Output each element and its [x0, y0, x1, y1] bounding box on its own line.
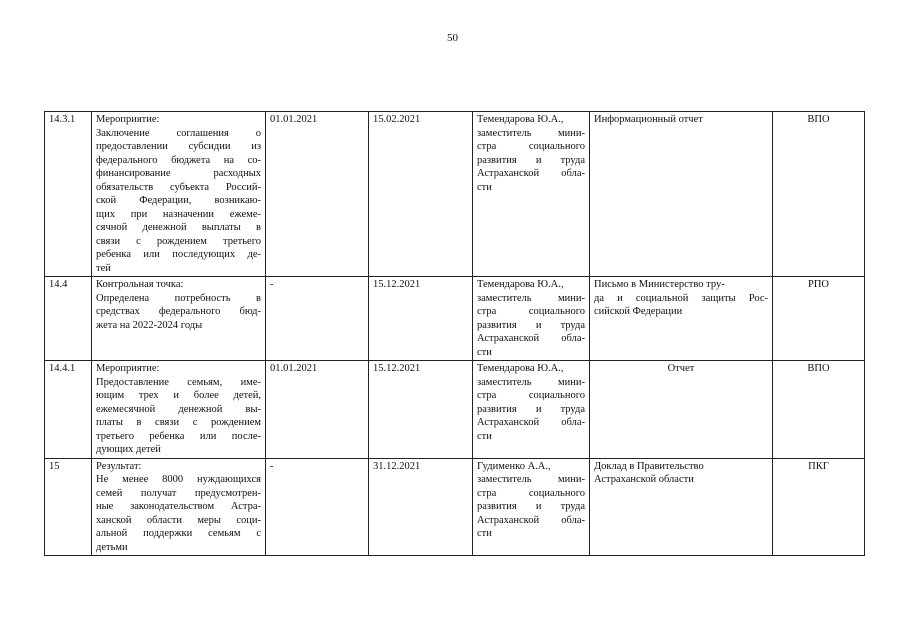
responsible-text-line: стра социального	[477, 306, 585, 317]
item-number-cell	[45, 277, 92, 361]
responsible-text-line: развития и труда	[477, 501, 585, 512]
responsible-text-line: Астраханской обла-	[477, 417, 585, 428]
end-date-cell	[369, 112, 473, 277]
result-text-line: Астраханской области	[594, 474, 694, 485]
responsible-text-line: развития и труда	[477, 154, 585, 166]
responsible-cell	[473, 277, 590, 361]
result-cell	[590, 112, 773, 277]
event-text-line: сячной денежной выплаты в	[96, 222, 261, 233]
document-code: ВПО	[807, 363, 830, 374]
result-text-line: да и социальной защиты Рос-	[594, 292, 768, 304]
event-cell	[92, 112, 266, 277]
start-date: -	[270, 460, 274, 472]
responsible-text-line: Астраханской обла-	[477, 333, 585, 344]
event-cell	[92, 458, 266, 556]
event-text-line: Контрольная точка:	[96, 279, 184, 290]
document-code-cell	[773, 277, 865, 361]
event-text-line: тей	[96, 262, 111, 274]
responsible-cell	[473, 112, 590, 277]
start-date-cell	[266, 277, 369, 361]
result-text-line: Информационный отчет	[594, 114, 703, 125]
start-date-cell	[266, 361, 369, 459]
event-text-line: связи с рождением третьего	[96, 235, 261, 247]
result-text-line: Отчет	[667, 363, 695, 374]
event-text-line: жета на 2022-2024 годы	[96, 319, 203, 331]
event-text-line: альной поддержки семьям с	[96, 528, 261, 539]
plan-table	[44, 111, 865, 556]
item-number: 14.4.1	[49, 363, 76, 374]
event-text-line: ханской области меры соци-	[96, 514, 261, 526]
document-code: ВПО	[807, 114, 830, 125]
item-number: 15	[49, 460, 60, 472]
end-date: 15.12.2021	[373, 279, 421, 290]
event-text-line: щих при назначении ежеме-	[96, 208, 261, 220]
responsible-text-line: Астраханской обла-	[477, 168, 585, 179]
responsible-text-line: сти	[477, 430, 492, 442]
responsible-text-line: сти	[477, 181, 492, 193]
event-text-line: ской Федерации, возникаю-	[96, 195, 261, 206]
event-cell	[92, 277, 266, 361]
responsible-cell	[473, 458, 590, 556]
event-text-line: семей получат предусмотрен-	[96, 487, 261, 499]
result-cell	[590, 458, 773, 556]
start-date-cell	[266, 112, 369, 277]
event-text-line: платы в связи с рождением	[96, 417, 261, 428]
responsible-text-line: Гудименко А.А.,	[477, 460, 551, 472]
end-date-cell	[369, 277, 473, 361]
start-date-cell	[266, 458, 369, 556]
result-cell	[590, 361, 773, 459]
document-code-cell	[773, 361, 865, 459]
result-cell	[590, 277, 773, 361]
event-text-line: Предоставление семьям, име-	[96, 376, 261, 388]
result-text-line: Доклад в Правительство	[594, 460, 704, 472]
result-text-line: Письмо в Министерство тру-	[594, 279, 725, 290]
start-date: -	[270, 279, 274, 290]
responsible-text-line: Темендарова Ю.А.,	[477, 114, 564, 125]
end-date-cell	[369, 458, 473, 556]
end-date: 15.02.2021	[373, 114, 421, 125]
table-row	[45, 112, 865, 277]
document-code-cell	[773, 458, 865, 556]
item-number: 14.4	[49, 279, 68, 290]
responsible-text-line: сти	[477, 346, 492, 358]
event-text-line: ребенка или последующих де-	[96, 249, 261, 260]
responsible-text-line: заместитель мини-	[477, 376, 585, 388]
responsible-text-line: сти	[477, 528, 492, 539]
responsible-text-line: Темендарова Ю.А.,	[477, 279, 564, 290]
event-text-line: Мероприятие:	[96, 114, 160, 125]
responsible-cell	[473, 361, 590, 459]
item-number-cell	[45, 112, 92, 277]
item-number-cell	[45, 361, 92, 459]
responsible-text-line: Темендарова Ю.А.,	[477, 363, 564, 374]
start-date: 01.01.2021	[270, 363, 318, 374]
event-text-line: детьми	[96, 541, 128, 553]
responsible-text-line: стра социального	[477, 141, 585, 152]
responsible-text-line: стра социального	[477, 390, 585, 401]
item-number: 14.3.1	[49, 114, 76, 125]
event-text-line: дующих детей	[96, 444, 161, 455]
page-number: 50	[447, 32, 458, 44]
responsible-text-line: Астраханской обла-	[477, 514, 585, 526]
event-text-line: Определена потребность в	[96, 292, 261, 304]
event-text-line: ные законодательством Астра-	[96, 501, 261, 512]
item-number-cell	[45, 458, 92, 556]
end-date: 15.12.2021	[373, 363, 421, 374]
event-cell	[92, 361, 266, 459]
event-text-line: финансирование расходных	[96, 168, 261, 179]
event-text-line: третьего ребенка или после-	[96, 430, 261, 442]
responsible-text-line: развития и труда	[477, 319, 585, 331]
plan-table-body	[45, 112, 865, 556]
responsible-text-line: заместитель мини-	[477, 474, 585, 485]
responsible-text-line: развития и труда	[477, 403, 585, 415]
end-date-cell	[369, 361, 473, 459]
result-text-line: сийской Федерации	[594, 306, 683, 317]
event-text-line: Не менее 8000 нуждающихся	[96, 474, 261, 485]
responsible-text-line: заместитель мини-	[477, 127, 585, 139]
event-text-line: Мероприятие:	[96, 363, 160, 374]
event-text-line: средствах федерального бюд-	[96, 306, 261, 317]
event-text-line: Результат:	[96, 460, 142, 472]
table-row	[45, 458, 865, 556]
end-date: 31.12.2021	[373, 460, 421, 472]
table-row	[45, 277, 865, 361]
document-code: РПО	[807, 279, 829, 290]
table-row	[45, 361, 865, 459]
document-code: ПКГ	[808, 460, 829, 472]
event-text-line: федерального бюджета на со-	[96, 154, 261, 166]
responsible-text-line: стра социального	[477, 487, 585, 499]
event-text-line: обязательств субъекта Россий-	[96, 181, 261, 193]
responsible-text-line: заместитель мини-	[477, 292, 585, 304]
event-text-line: ежемесячной денежной вы-	[96, 403, 261, 415]
start-date: 01.01.2021	[270, 114, 318, 125]
document-code-cell	[773, 112, 865, 277]
event-text-line: Заключение соглашения о	[96, 127, 261, 139]
event-text-line: предоставлении субсидии из	[96, 141, 261, 152]
event-text-line: ющим трех и более детей,	[96, 390, 261, 401]
